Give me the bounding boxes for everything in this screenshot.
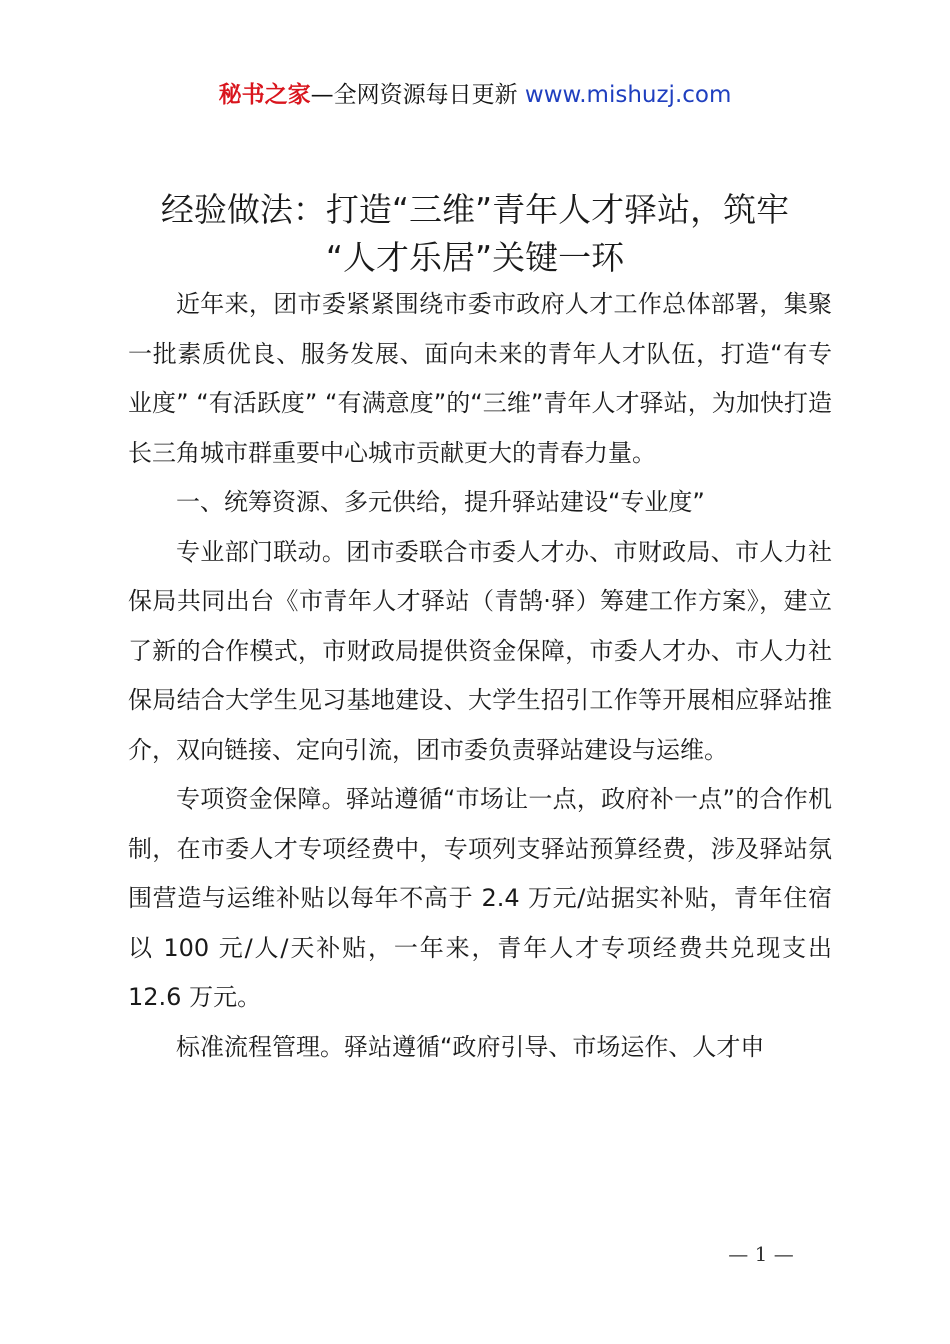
- page-number: — 1 —: [728, 1242, 794, 1266]
- paragraph-intro: 近年来，团市委紧紧围绕市委市政府人才工作总体部署，集聚一批素质优良、服务发展、面向未来的青年人才队伍，打造“有专业度” “有活跃度” “有满意度”的“三维”青年人才驿站，为加快打造长三角城市群重要中心城市贡献更大的青春力量。: [128, 290, 832, 467]
- title-line-2: “人才乐居”关键一环: [325, 238, 625, 277]
- paragraph-department-linkage: 专业部门联动。团市委联合市委人才办、市财政局、市人力社保局共同出台《市青年人才驿站（青鹄·驿）筹建工作方案》，建立了新的合作模式，市财政局提供资金保障，市委人才办、市人力社保局结合大学生见习基地建设、大学生招引工作等开展相应驿站推介，双向链接、定向引流，团市委负责驿站建设与运维。: [128, 537, 832, 764]
- site-slogan: —全网资源每日更新: [310, 82, 518, 108]
- paragraph-funding: 专项资金保障。驿站遵循“市场让一点，政府补一点”的合作机制，在市委人才专项经费中，专项列支驿站预算经费，涉及驿站氛围营造与运维补贴以每年不高于 2.4 万元/站据实补贴，青年住宿以 100 元/人/天补贴，一年来，青年人才专项经费共兑现支出 12.6 万元。: [128, 785, 832, 1011]
- paragraph-process: 标准流程管理。驿站遵循“政府引导、市场运作、人才申: [176, 1032, 765, 1061]
- site-header: [0, 78, 950, 112]
- document-title: [100, 186, 850, 282]
- section-heading-1: 一、统筹资源、多元供给，提升驿站建设“专业度”: [176, 488, 705, 516]
- site-url[interactable]: www.mishuzj.com: [524, 82, 732, 108]
- document-body: [128, 280, 832, 1072]
- title-line-1: 经验做法：打造“三维”青年人才驿站，筑牢: [160, 190, 790, 229]
- site-brand: 秘书之家: [218, 82, 311, 108]
